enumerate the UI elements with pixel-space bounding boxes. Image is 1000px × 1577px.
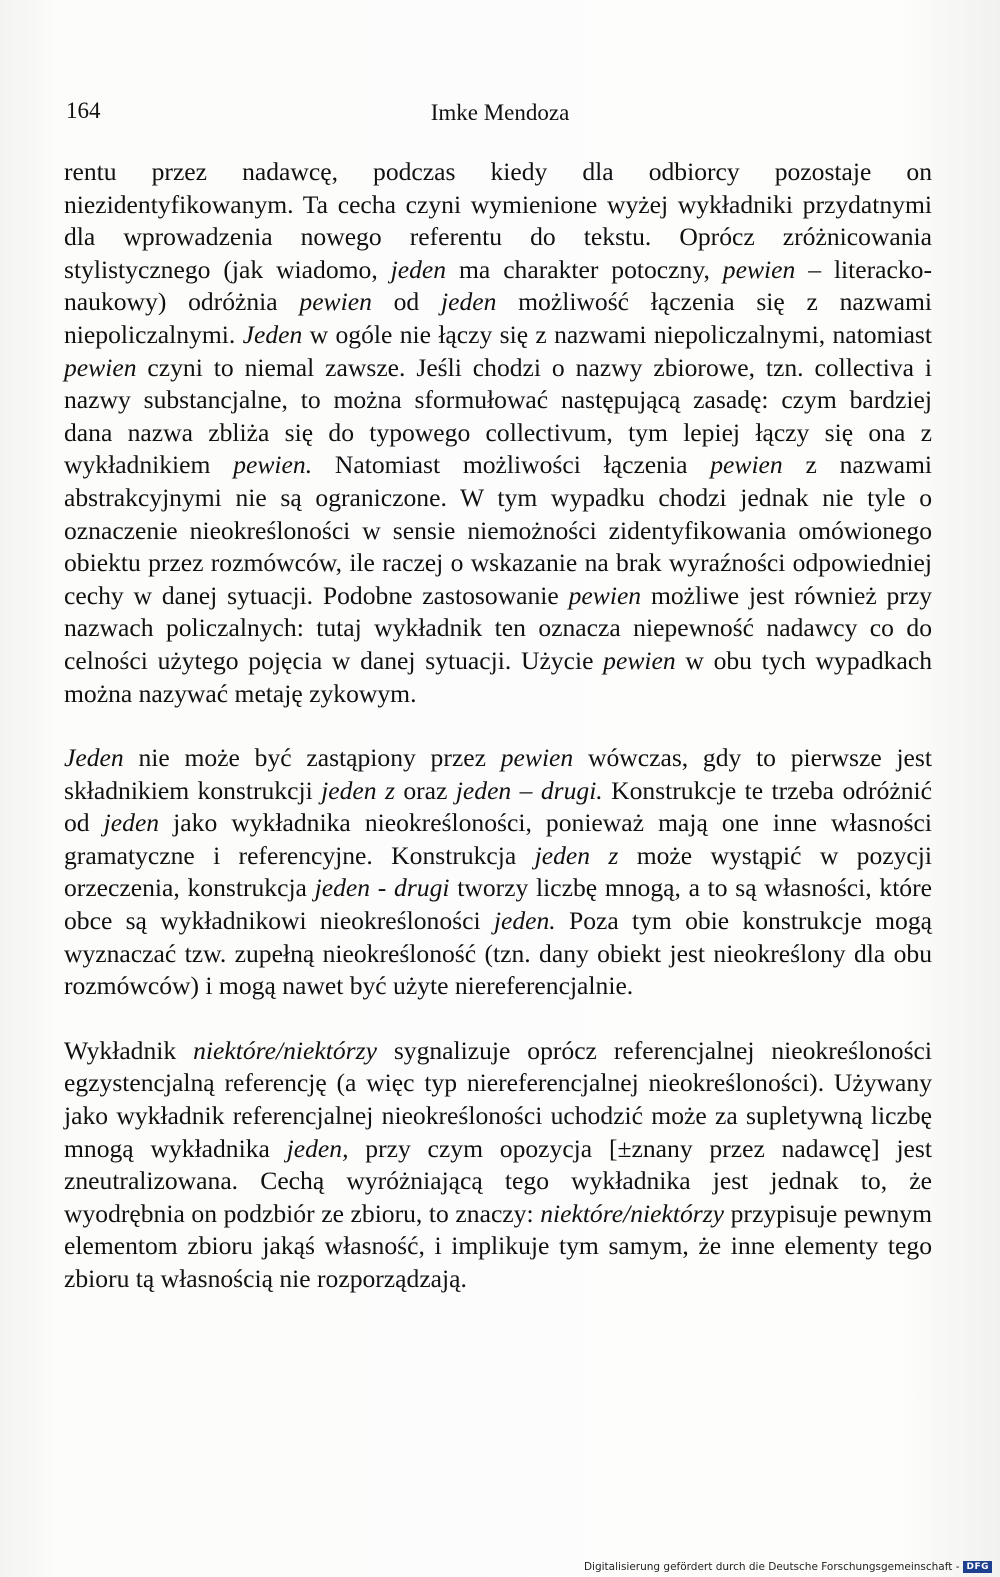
text-run: w ogóle nie łączy się z nazwami niepoliczalnymi, natomiast [302, 319, 932, 349]
text-run: rentu przez nadawcę, podczas kiedy dla odbiorcy pozostaje on niezidentyfikowanym. Ta cecha czyni wymienione wyżej wykładniki przydatnymi dla wprowadzenia nowego referentu do tekstu. Oprócz zróżnicowania stylistycznego (jak wiadomo, [64, 157, 932, 284]
text-run: sygnalizuje oprócz referencjalnej nieokreśloności egzystencjalną referencję (a więc typ niereferencjalnej nieokreśloności). Używany jako wykładnik referencjalnej nieokreśloności uchodzić może za supletywną liczbę mnogą wykładnika [64, 1035, 932, 1163]
text-run: możliwe jest również przy nazwach policzalnych: tutaj wykładnik ten oznacza niepewność nadawcy co do celności użytego pojęcia w danej sytuacji. Użycie [64, 580, 933, 675]
text-run: tworzy liczbę mnogą, a to są własności, które obce są wykładnikowi nieokreśloności [64, 873, 932, 936]
text-run: nie może być zastąpiony przez [123, 743, 501, 773]
italic-term: Jeden [242, 319, 303, 349]
digitization-footer [584, 1561, 992, 1573]
text-run: ma charakter potoczny, [446, 254, 723, 284]
italic-term: jeden. [493, 906, 556, 936]
italic-term: pewien [710, 450, 783, 480]
text-run: wówczas, gdy to pierwsze jest składnikiem konstrukcji [64, 743, 932, 805]
text-run: możliwość łączenia się z nazwami niepoliczalnymi. [64, 287, 932, 349]
text-run: od [371, 287, 441, 317]
italic-term: pewien [603, 645, 676, 675]
text-run: Konstrukcje te trzeba odróżnić od [64, 775, 932, 838]
text-run: oraz [394, 775, 456, 805]
footer-text: Digitalisierung gefördert durch die Deutsche Forschungsgemeinschaft - [583, 1561, 960, 1573]
text-run: Wykładnik [64, 1035, 194, 1065]
italic-term: jeden, [286, 1133, 349, 1163]
italic-term: jeden z [534, 840, 619, 870]
running-title: Imke Mendoza [430, 100, 570, 125]
italic-term: jeden - drugi [314, 873, 450, 903]
italic-term: jeden z [321, 775, 395, 805]
italic-term: niektóre/niektórzy [193, 1035, 377, 1065]
paragraph [64, 1035, 932, 1296]
text-run: w obu tych wypadkach można nazywać metaję zykowym. [64, 645, 932, 708]
italic-term: pewien [64, 352, 137, 382]
body-text [64, 156, 932, 1328]
italic-term: pewien [299, 287, 372, 317]
italic-term: pewien [568, 580, 642, 610]
text-run: przy czym opozycja [±znany przez nadawcę] jest zneutralizowana. Cechą wyróżniającą tego wykładnika jest jednak to, że wyodrębnia on podzbiór ze zbioru, to znaczy: [64, 1133, 932, 1228]
italic-term: jeden [390, 254, 447, 284]
italic-term: pewien. [233, 450, 313, 480]
paragraph [64, 742, 932, 1003]
italic-term: niektóre/niektórzy [540, 1198, 725, 1228]
text-run: Poza tym obie konstrukcje mogą wyznaczać tzw. zupełną nieokreśloność (tzn. dany obiekt jest nieokreślony dla obu rozmówców) i mogą nawet być użyte niereferencjalnie. [64, 906, 932, 1001]
page-number: 164 [66, 98, 101, 123]
italic-term: Jeden [64, 743, 124, 773]
text-run: przypisuje pewnym elementom zbioru jakąś własność, i implikuje tym samym, że inne elementy tego zbioru tą własnością nie rozporządzają. [64, 1198, 932, 1293]
text-run: – literacko-naukowy) odróżnia [64, 254, 932, 317]
italic-term: pewien [722, 254, 796, 284]
text-run: z nazwami abstrakcyjnymi nie są ograniczone. W tym wypadku chodzi jednak nie tyle o oznaczenie nieokreśloności w sensie niemożności zidentyfikowania omówionego obiektu przez rozmówców, ile raczej o wskazanie na brak wyraźności odpowiedniej cechy w danej sytuacji. Podobne zastosowanie [64, 450, 932, 610]
text-run: może wystąpić w pozycji orzeczenia, konstrukcja [64, 840, 933, 903]
paragraph [64, 156, 932, 710]
text-run: Natomiast możliwości łączenia [312, 450, 711, 480]
italic-term: jeden – drugi. [455, 775, 603, 805]
dfg-logo: DFG [963, 1561, 992, 1573]
italic-term: jeden [440, 287, 497, 317]
italic-term: jeden [103, 808, 160, 838]
text-run: jako wykładnika nieokreśloności, ponieważ mają one inne własności gramatyczne i referencyjne. Konstrukcja [64, 808, 932, 870]
italic-term: pewien [500, 743, 574, 773]
text-run: czyni to niemal zawsze. Jeśli chodzi o nazwy zbiorowe, tzn. collectiva i nazwy substancjalne, to można sformułować następującą zasadę: czym bardziej dana nazwa zbliża się do typowego collectivum, tym lepiej łączy się ona z wykładnikiem [64, 352, 932, 480]
